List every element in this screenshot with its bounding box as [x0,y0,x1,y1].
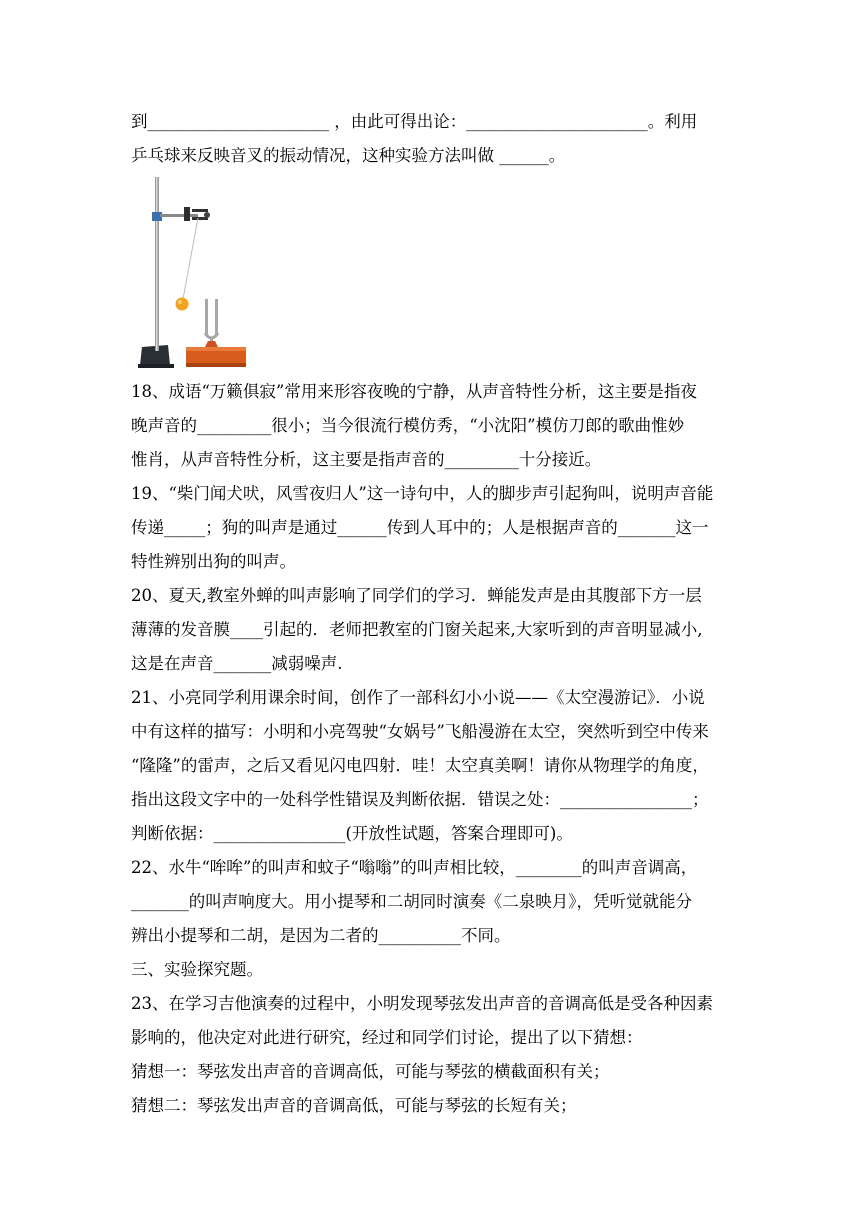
text-line-3: 18、成语“万籁俱寂”常用来形容夜晚的宁静，从声音特性分析，这主要是指夜 [131,382,697,401]
pendulum-string [183,218,198,299]
text-line-1: 到______________________ ，由此可得出论：______________________。利用 [131,112,698,131]
text-line-4: 晚声音的_________很小；当今很流行模仿秀，“小沈阳”模仿刀郎的歌曲惟妙 [131,416,685,435]
text-line-16: 判断依据：________________(开放性试题，答案合理即可)。 [131,824,573,843]
text-line-15: 指出这段文字中的一处科学性错误及判断依据．错误之处：________________； [131,790,709,809]
text-line-21: 23、在学习吉他演奏的过程中，小明发现琴弦发出声音的音调高低是受各种因素 [131,994,713,1013]
text-line-5: 惟肖，从声音特性分析，这主要是指声音的_________十分接近。 [131,450,602,469]
text-line-10: 薄薄的发音膜____引起的．老师把教室的门窗关起来,大家听到的声音明显减小, [131,620,703,639]
text-line-11: 这是在声音_______减弱噪声. [131,654,343,673]
text-line-14: “隆隆”的雷声，之后又看见闪电四射．哇！太空真美啊！请你从物理学的角度， [131,756,709,775]
tuning-fork [205,299,208,335]
text-line-23: 猜想一：琴弦发出声音的音调高低，可能与琴弦的横截面积有关； [131,1062,610,1081]
text-line-19: 辨出小提琴和二胡，是因为二者的__________不同。 [131,926,511,945]
text-line-7: 传递_____；狗的叫声是通过______传到人耳中的；人是根据声音的_______这一 [131,518,709,537]
text-line-18: _______的叫声响度大。用小提琴和二胡同时演奏《二泉映月》，凭听觉就能分 [131,892,692,911]
section-heading-experiment: 三、实验探究题。 [131,960,263,979]
ping-pong-ball [176,298,189,311]
text-line-6: 19、“柴门闻犬吠，风雪夜归人”这一诗句中，人的脚步声引起狗叫，说明声音能 [131,484,714,503]
text-line-13: 中有这样的描写：小明和小亮驾驶“女娲号”飞船漫游在太空，突然听到空中传来 [131,722,709,741]
text-line-9: 20、夏天,教室外蝉的叫声影响了同学们的学习．蝉能发声是由其腹部下方一层 [131,586,702,605]
text-line-22: 影响的，他决定对此进行研究，经过和同学们讨论，提出了以下猜想： [131,1028,643,1047]
text-line-17: 22、水牛“哞哞”的叫声和蚊子“嗡嗡”的叫声相比较，________的叫声音调高， [131,858,698,877]
text-line-8: 特性辨别出狗的叫声。 [131,552,296,571]
tuning-fork-pendulum-figure [136,175,252,371]
text-line-24: 猜想二：琴弦发出声音的音调高低，可能与琴弦的长短有关； [131,1096,577,1115]
text-line-2: 乒乓球来反映音叉的振动情况，这种实验方法叫做 ______。 [131,146,566,165]
text-line-12: 21、小亮同学利用课余时间，创作了一部科幻小小说——《太空漫游记》．小说 [131,688,705,707]
